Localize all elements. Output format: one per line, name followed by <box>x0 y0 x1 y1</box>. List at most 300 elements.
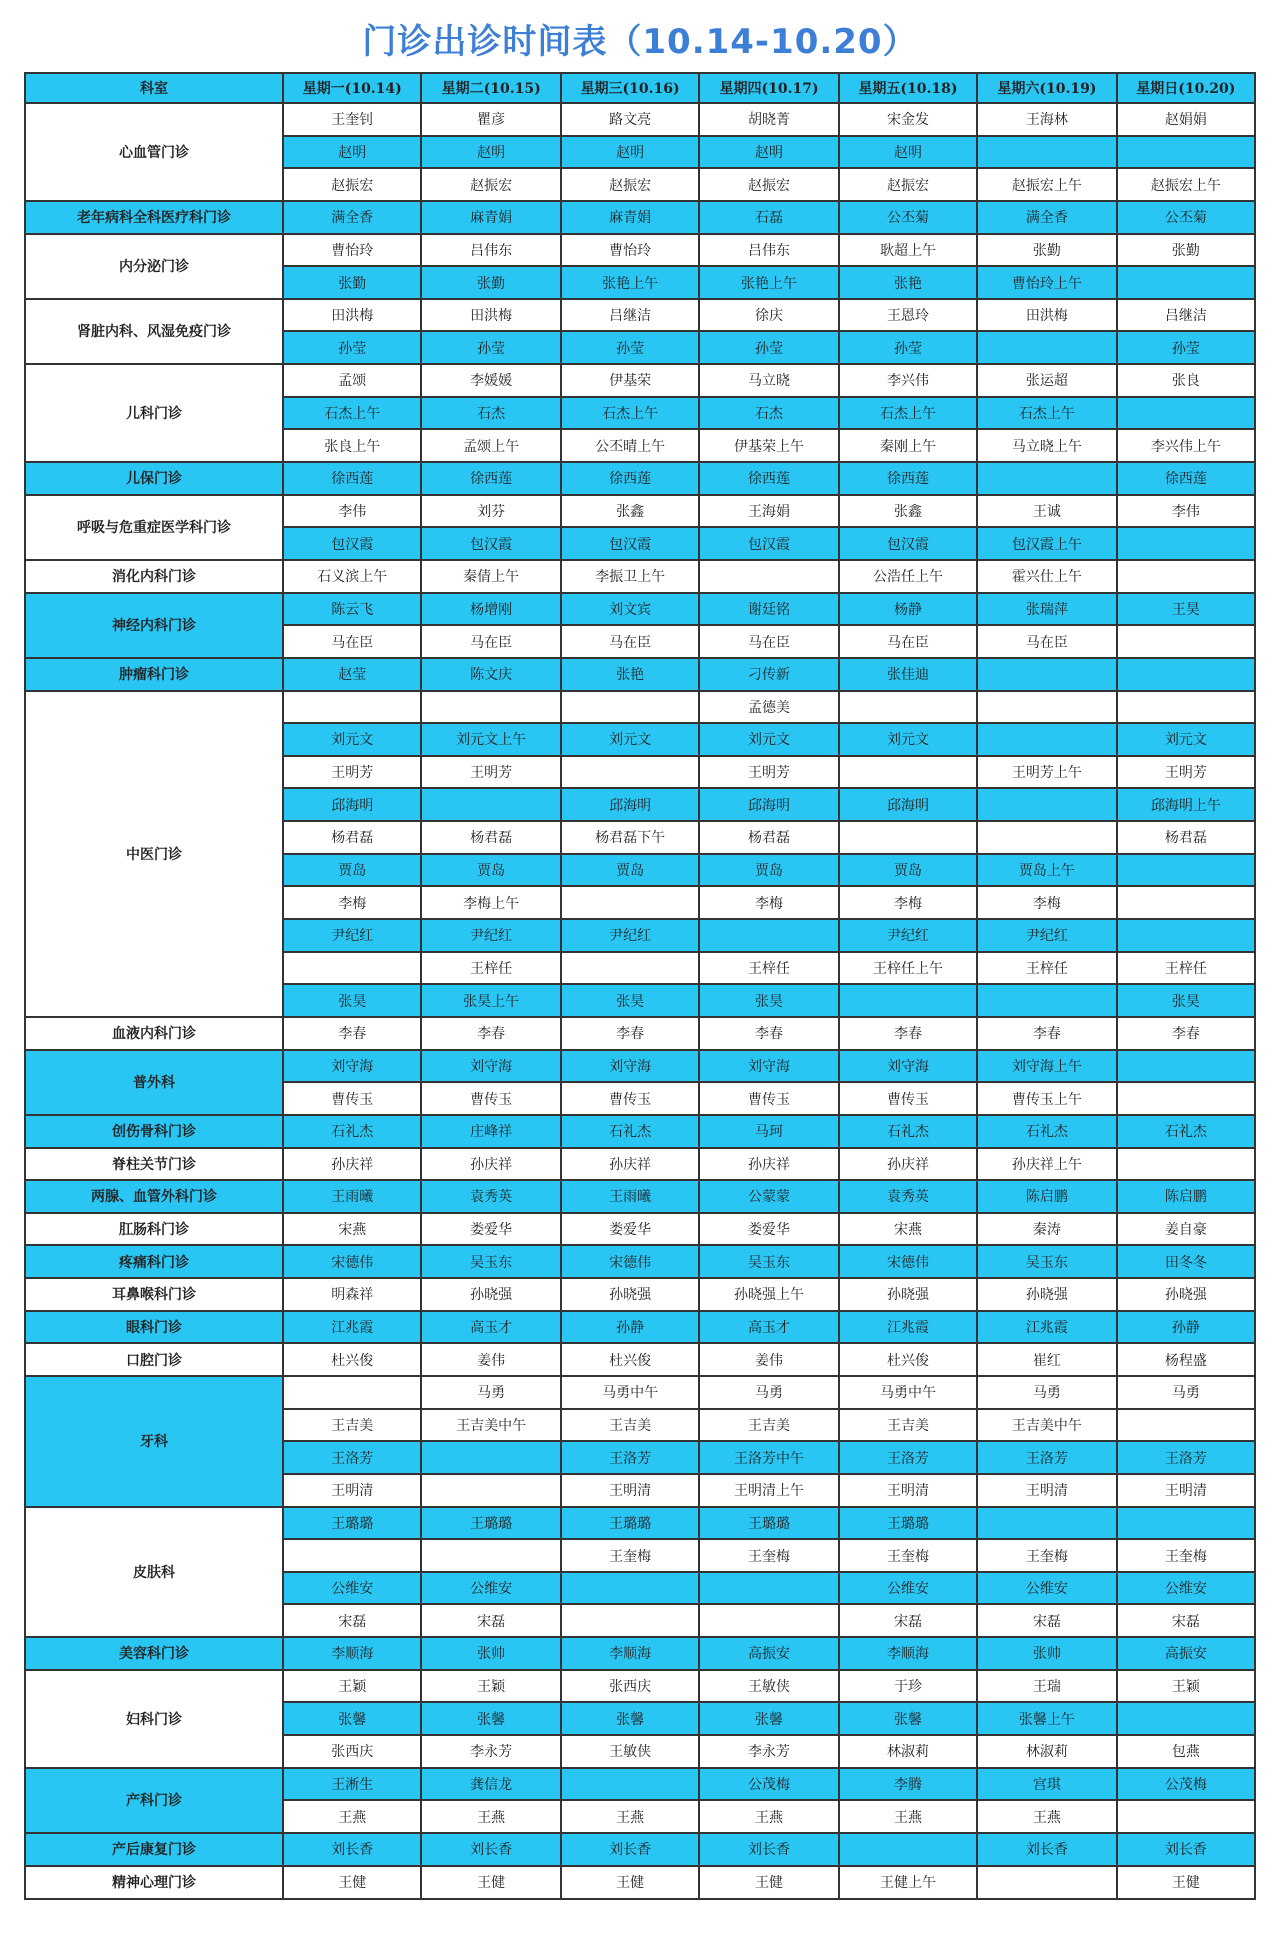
table-row <box>25 1311 1255 1344</box>
schedule-cell: 王健 <box>1117 1866 1255 1899</box>
schedule-cell: 曹传玉 <box>421 1082 561 1115</box>
schedule-cell: 孙晓强 <box>561 1278 699 1311</box>
department-name: 口腔门诊 <box>25 1343 283 1376</box>
schedule-body <box>25 103 1255 1899</box>
schedule-cell <box>1117 886 1255 919</box>
schedule-cell: 杨增刚 <box>421 593 561 626</box>
schedule-cell: 孙莹 <box>699 331 839 364</box>
schedule-cell: 赵振宏 <box>561 168 699 201</box>
schedule-cell: 杜兴俊 <box>839 1343 977 1376</box>
schedule-cell: 王颖 <box>283 1670 421 1703</box>
department-name: 消化内科门诊 <box>25 560 283 593</box>
schedule-cell: 贾岛 <box>699 854 839 887</box>
schedule-cell: 王洛芳中午 <box>699 1441 839 1474</box>
schedule-cell: 张艳 <box>839 266 977 299</box>
schedule-cell: 孙莹 <box>421 331 561 364</box>
schedule-cell: 张运超 <box>977 364 1117 397</box>
schedule-cell: 王燕 <box>977 1800 1117 1833</box>
department-name: 老年病科全科医疗科门诊 <box>25 201 283 234</box>
schedule-cell: 王健上午 <box>839 1866 977 1899</box>
department-name: 肛肠科门诊 <box>25 1213 283 1246</box>
schedule-cell: 李梅上午 <box>421 886 561 919</box>
schedule-cell: 吕伟东 <box>421 234 561 267</box>
schedule-cell <box>1117 919 1255 952</box>
schedule-cell: 贾岛 <box>283 854 421 887</box>
schedule-cell: 张馨 <box>699 1702 839 1735</box>
schedule-cell: 高玉才 <box>421 1311 561 1344</box>
schedule-cell: 王奎梅 <box>977 1539 1117 1572</box>
schedule-cell: 赵明 <box>699 136 839 169</box>
schedule-cell: 李顺海 <box>839 1637 977 1670</box>
schedule-cell: 秦涛 <box>977 1213 1117 1246</box>
schedule-cell: 包汉霞 <box>699 527 839 560</box>
schedule-cell <box>421 691 561 724</box>
schedule-cell: 王吉美 <box>283 1409 421 1442</box>
schedule-cell: 王雨曦 <box>283 1180 421 1213</box>
schedule-cell <box>1117 1148 1255 1181</box>
schedule-table <box>24 72 1256 1900</box>
schedule-cell: 曹怡玲 <box>283 234 421 267</box>
department-name: 皮肤科 <box>25 1507 283 1638</box>
schedule-cell: 崔红 <box>977 1343 1117 1376</box>
schedule-cell: 贾岛上午 <box>977 854 1117 887</box>
schedule-cell: 路文亮 <box>561 103 699 136</box>
schedule-cell: 宫琪 <box>977 1768 1117 1801</box>
schedule-cell: 孙静 <box>1117 1311 1255 1344</box>
schedule-cell: 杨君磊 <box>1117 821 1255 854</box>
schedule-cell <box>977 788 1117 821</box>
department-name: 儿保门诊 <box>25 462 283 495</box>
schedule-cell: 李兴伟 <box>839 364 977 397</box>
schedule-cell: 王奎梅 <box>699 1539 839 1572</box>
schedule-cell: 包汉霞 <box>283 527 421 560</box>
schedule-cell: 刘长香 <box>1117 1833 1255 1866</box>
schedule-cell: 王明芳 <box>421 756 561 789</box>
schedule-cell: 贾岛 <box>839 854 977 887</box>
schedule-cell: 张昊 <box>561 984 699 1017</box>
schedule-cell <box>839 756 977 789</box>
schedule-cell: 王明芳 <box>283 756 421 789</box>
schedule-cell: 林淑莉 <box>977 1735 1117 1768</box>
schedule-cell: 王洛芳 <box>1117 1441 1255 1474</box>
table-row <box>25 1213 1255 1246</box>
schedule-cell <box>977 658 1117 691</box>
schedule-cell: 刘元文 <box>561 723 699 756</box>
schedule-cell: 杜兴俊 <box>283 1343 421 1376</box>
schedule-cell: 公丕菊 <box>839 201 977 234</box>
schedule-cell: 王雨曦 <box>561 1180 699 1213</box>
schedule-cell: 李顺海 <box>283 1637 421 1670</box>
schedule-cell: 刘长香 <box>561 1833 699 1866</box>
department-name: 肿瘤科门诊 <box>25 658 283 691</box>
department-name: 神经内科门诊 <box>25 593 283 658</box>
schedule-cell: 王健 <box>561 1866 699 1899</box>
schedule-cell <box>1117 691 1255 724</box>
schedule-cell: 尹纪红 <box>561 919 699 952</box>
schedule-cell: 袁秀英 <box>839 1180 977 1213</box>
schedule-cell: 王梓任 <box>699 952 839 985</box>
schedule-cell: 王敏侠 <box>561 1735 699 1768</box>
schedule-cell: 宋燕 <box>839 1213 977 1246</box>
schedule-cell: 宋德伟 <box>561 1245 699 1278</box>
schedule-cell: 姜伟 <box>421 1343 561 1376</box>
schedule-cell: 贾岛 <box>421 854 561 887</box>
schedule-cell: 公茂梅 <box>699 1768 839 1801</box>
schedule-cell: 王璐璐 <box>839 1507 977 1540</box>
department-name: 普外科 <box>25 1050 283 1115</box>
schedule-cell: 王明芳上午 <box>977 756 1117 789</box>
department-name: 心血管门诊 <box>25 103 283 201</box>
schedule-cell: 龚信龙 <box>421 1768 561 1801</box>
header-row <box>25 73 1255 103</box>
schedule-cell: 孟颂 <box>283 364 421 397</box>
schedule-cell <box>561 756 699 789</box>
schedule-cell <box>839 691 977 724</box>
schedule-cell: 张昊 <box>1117 984 1255 1017</box>
schedule-cell <box>977 821 1117 854</box>
schedule-cell: 王燕 <box>421 1800 561 1833</box>
schedule-cell: 石杰上午 <box>839 397 977 430</box>
table-row <box>25 560 1255 593</box>
schedule-cell <box>699 1572 839 1605</box>
schedule-cell: 马立晓上午 <box>977 429 1117 462</box>
table-row <box>25 1180 1255 1213</box>
schedule-cell: 李腾 <box>839 1768 977 1801</box>
schedule-cell: 包汉霞 <box>421 527 561 560</box>
schedule-cell: 高振安 <box>699 1637 839 1670</box>
schedule-cell: 赵娟娟 <box>1117 103 1255 136</box>
schedule-cell <box>699 560 839 593</box>
schedule-cell: 王昊 <box>1117 593 1255 626</box>
schedule-cell: 王梓任上午 <box>839 952 977 985</box>
schedule-cell: 张馨 <box>421 1702 561 1735</box>
schedule-cell <box>1117 1507 1255 1540</box>
schedule-cell: 马勇中午 <box>561 1376 699 1409</box>
table-row <box>25 1017 1255 1050</box>
schedule-cell <box>1117 1409 1255 1442</box>
schedule-cell: 王洛芳 <box>977 1441 1117 1474</box>
schedule-cell: 张昊 <box>699 984 839 1017</box>
schedule-cell: 张馨 <box>561 1702 699 1735</box>
schedule-cell <box>421 1539 561 1572</box>
schedule-cell: 李永芳 <box>699 1735 839 1768</box>
schedule-cell: 秦倩上午 <box>421 560 561 593</box>
schedule-cell: 孙晓强 <box>421 1278 561 1311</box>
schedule-cell: 曹传玉 <box>283 1082 421 1115</box>
schedule-cell: 李梅 <box>839 886 977 919</box>
schedule-cell: 徐西莲 <box>561 462 699 495</box>
schedule-cell: 公维安 <box>977 1572 1117 1605</box>
schedule-cell: 包汉霞 <box>839 527 977 560</box>
schedule-cell: 满全香 <box>283 201 421 234</box>
schedule-cell: 杨君磊 <box>421 821 561 854</box>
schedule-cell <box>977 1507 1117 1540</box>
department-name: 创伤骨科门诊 <box>25 1115 283 1148</box>
schedule-cell: 刘长香 <box>699 1833 839 1866</box>
schedule-cell: 胡晓菁 <box>699 103 839 136</box>
schedule-cell: 公蒙蒙 <box>699 1180 839 1213</box>
schedule-cell: 张瑞萍 <box>977 593 1117 626</box>
schedule-cell: 刘守海 <box>561 1050 699 1083</box>
schedule-cell: 石礼杰 <box>1117 1115 1255 1148</box>
schedule-cell: 李春 <box>421 1017 561 1050</box>
schedule-cell: 刘守海 <box>699 1050 839 1083</box>
schedule-cell <box>561 1768 699 1801</box>
schedule-cell: 杨程盛 <box>1117 1343 1255 1376</box>
schedule-cell: 王吉美 <box>699 1409 839 1442</box>
schedule-cell: 刘守海 <box>421 1050 561 1083</box>
schedule-cell: 公维安 <box>283 1572 421 1605</box>
schedule-cell: 庄峰祥 <box>421 1115 561 1148</box>
schedule-cell: 田冬冬 <box>1117 1245 1255 1278</box>
schedule-cell: 赵振宏上午 <box>1117 168 1255 201</box>
schedule-cell: 陈云飞 <box>283 593 421 626</box>
schedule-cell: 李媛媛 <box>421 364 561 397</box>
schedule-cell: 高玉才 <box>699 1311 839 1344</box>
schedule-cell: 王梓任 <box>977 952 1117 985</box>
schedule-cell: 赵明 <box>561 136 699 169</box>
schedule-cell: 马在臣 <box>561 625 699 658</box>
schedule-cell <box>283 952 421 985</box>
schedule-cell <box>1117 1050 1255 1083</box>
schedule-cell: 马在臣 <box>977 625 1117 658</box>
schedule-cell: 刁传新 <box>699 658 839 691</box>
schedule-cell <box>1117 266 1255 299</box>
schedule-cell: 宋燕 <box>283 1213 421 1246</box>
schedule-cell: 徐西莲 <box>283 462 421 495</box>
schedule-cell <box>839 984 977 1017</box>
schedule-cell: 江兆霞 <box>283 1311 421 1344</box>
schedule-cell: 石礼杰 <box>977 1115 1117 1148</box>
schedule-cell: 石义滨上午 <box>283 560 421 593</box>
schedule-cell: 李春 <box>977 1017 1117 1050</box>
table-row <box>25 1050 1255 1083</box>
schedule-cell <box>1117 854 1255 887</box>
schedule-cell: 公维安 <box>421 1572 561 1605</box>
schedule-cell <box>283 691 421 724</box>
department-name: 产后康复门诊 <box>25 1833 283 1866</box>
table-row <box>25 1833 1255 1866</box>
schedule-cell: 张勤 <box>1117 234 1255 267</box>
schedule-cell: 赵莹 <box>283 658 421 691</box>
schedule-cell: 娄爱华 <box>561 1213 699 1246</box>
schedule-cell: 杜兴俊 <box>561 1343 699 1376</box>
schedule-cell: 林淑莉 <box>839 1735 977 1768</box>
schedule-cell: 孙莹 <box>839 331 977 364</box>
table-row <box>25 1507 1255 1540</box>
schedule-cell: 王燕 <box>283 1800 421 1833</box>
schedule-cell <box>1117 625 1255 658</box>
department-name: 耳鼻喉科门诊 <box>25 1278 283 1311</box>
schedule-cell: 公茂梅 <box>1117 1768 1255 1801</box>
schedule-cell: 马勇 <box>421 1376 561 1409</box>
schedule-cell: 张西庆 <box>283 1735 421 1768</box>
schedule-cell: 张鑫 <box>561 495 699 528</box>
schedule-cell: 张良上午 <box>283 429 421 462</box>
schedule-cell: 李春 <box>1117 1017 1255 1050</box>
schedule-cell: 张勤 <box>977 234 1117 267</box>
schedule-cell: 明森祥 <box>283 1278 421 1311</box>
schedule-cell <box>1117 527 1255 560</box>
department-name: 儿科门诊 <box>25 364 283 462</box>
schedule-cell: 高振安 <box>1117 1637 1255 1670</box>
department-name: 呼吸与危重症医学科门诊 <box>25 495 283 560</box>
department-name: 眼科门诊 <box>25 1311 283 1344</box>
schedule-cell: 孙庆祥 <box>839 1148 977 1181</box>
table-row <box>25 1637 1255 1670</box>
schedule-cell: 公维安 <box>1117 1572 1255 1605</box>
schedule-cell: 邱海明上午 <box>1117 788 1255 821</box>
schedule-cell: 杨君磊下午 <box>561 821 699 854</box>
schedule-cell: 王明清 <box>839 1474 977 1507</box>
schedule-cell: 田洪梅 <box>421 299 561 332</box>
department-name: 内分泌门诊 <box>25 234 283 299</box>
schedule-cell: 王明清 <box>561 1474 699 1507</box>
schedule-cell: 孙庆祥 <box>561 1148 699 1181</box>
schedule-cell: 吴玉东 <box>977 1245 1117 1278</box>
column-header: 星期日(10.20) <box>1117 73 1255 103</box>
schedule-cell: 王奎梅 <box>1117 1539 1255 1572</box>
schedule-cell: 王海林 <box>977 103 1117 136</box>
schedule-cell <box>977 691 1117 724</box>
schedule-cell: 赵振宏 <box>699 168 839 201</box>
schedule-cell: 王明芳 <box>1117 756 1255 789</box>
schedule-cell <box>1117 397 1255 430</box>
schedule-cell: 霍兴仕上午 <box>977 560 1117 593</box>
schedule-cell: 赵振宏 <box>283 168 421 201</box>
schedule-cell: 张艳上午 <box>699 266 839 299</box>
schedule-cell <box>699 1604 839 1637</box>
schedule-cell: 王明清 <box>1117 1474 1255 1507</box>
table-row <box>25 201 1255 234</box>
schedule-cell: 王梓任 <box>1117 952 1255 985</box>
schedule-cell: 张帅 <box>977 1637 1117 1670</box>
schedule-cell: 马在臣 <box>839 625 977 658</box>
schedule-cell: 李顺海 <box>561 1637 699 1670</box>
schedule-cell: 耿超上午 <box>839 234 977 267</box>
schedule-cell: 王燕 <box>561 1800 699 1833</box>
schedule-cell: 石杰上午 <box>561 397 699 430</box>
schedule-cell: 吕伟东 <box>699 234 839 267</box>
table-row <box>25 299 1255 332</box>
schedule-cell: 陈文庆 <box>421 658 561 691</box>
schedule-cell: 赵明 <box>839 136 977 169</box>
schedule-cell: 贾岛 <box>561 854 699 887</box>
schedule-cell: 宋磊 <box>283 1604 421 1637</box>
schedule-cell: 王吉美中午 <box>421 1409 561 1442</box>
schedule-cell <box>977 984 1117 1017</box>
schedule-cell: 赵明 <box>283 136 421 169</box>
schedule-cell: 王健 <box>283 1866 421 1899</box>
schedule-cell: 宋磊 <box>1117 1604 1255 1637</box>
schedule-cell: 赵振宏上午 <box>977 168 1117 201</box>
schedule-cell: 伊基荣上午 <box>699 429 839 462</box>
schedule-cell: 赵明 <box>421 136 561 169</box>
column-header: 星期五(10.18) <box>839 73 977 103</box>
schedule-cell: 徐庆 <box>699 299 839 332</box>
schedule-cell: 麻青娟 <box>561 201 699 234</box>
department-name: 疼痛科门诊 <box>25 1245 283 1278</box>
schedule-cell: 公浩任上午 <box>839 560 977 593</box>
schedule-cell: 王璐璐 <box>561 1507 699 1540</box>
schedule-cell: 李伟 <box>1117 495 1255 528</box>
schedule-cell: 张帅 <box>421 1637 561 1670</box>
department-name: 中医门诊 <box>25 691 283 1017</box>
schedule-cell: 孙晓强上午 <box>699 1278 839 1311</box>
schedule-cell: 张艳上午 <box>561 266 699 299</box>
schedule-cell: 徐西莲 <box>839 462 977 495</box>
schedule-cell: 石礼杰 <box>839 1115 977 1148</box>
schedule-cell: 秦刚上午 <box>839 429 977 462</box>
schedule-cell <box>1117 658 1255 691</box>
schedule-cell: 公维安 <box>839 1572 977 1605</box>
schedule-cell: 王健 <box>699 1866 839 1899</box>
schedule-cell: 邱海明 <box>561 788 699 821</box>
table-row <box>25 658 1255 691</box>
column-header: 星期四(10.17) <box>699 73 839 103</box>
schedule-cell: 马珂 <box>699 1115 839 1148</box>
schedule-cell: 孙莹 <box>283 331 421 364</box>
schedule-cell: 李梅 <box>283 886 421 919</box>
schedule-cell: 邱海明 <box>699 788 839 821</box>
schedule-cell: 刘元文 <box>839 723 977 756</box>
schedule-cell <box>421 1441 561 1474</box>
schedule-cell <box>977 462 1117 495</box>
schedule-cell: 曹怡玲上午 <box>977 266 1117 299</box>
schedule-cell: 包燕 <box>1117 1735 1255 1768</box>
schedule-cell <box>977 723 1117 756</box>
table-row <box>25 364 1255 397</box>
schedule-cell: 赵振宏 <box>839 168 977 201</box>
table-row <box>25 1768 1255 1801</box>
schedule-cell: 王颖 <box>421 1670 561 1703</box>
schedule-cell: 满全香 <box>977 201 1117 234</box>
schedule-cell: 王瑞 <box>977 1670 1117 1703</box>
schedule-cell: 张勤 <box>421 266 561 299</box>
schedule-cell: 尹纪红 <box>977 919 1117 952</box>
schedule-cell: 曹传玉 <box>561 1082 699 1115</box>
schedule-cell: 张艳 <box>561 658 699 691</box>
schedule-cell: 吴玉东 <box>421 1245 561 1278</box>
schedule-cell: 杨静 <box>839 593 977 626</box>
schedule-cell: 孙莹 <box>1117 331 1255 364</box>
schedule-cell: 马勇 <box>1117 1376 1255 1409</box>
schedule-cell: 王璐璐 <box>699 1507 839 1540</box>
schedule-cell: 杨君磊 <box>699 821 839 854</box>
schedule-cell: 李梅 <box>699 886 839 919</box>
department-name: 牙科 <box>25 1376 283 1507</box>
schedule-cell <box>561 1572 699 1605</box>
schedule-cell: 李春 <box>839 1017 977 1050</box>
department-name: 精神心理门诊 <box>25 1866 283 1899</box>
column-header: 星期三(10.16) <box>561 73 699 103</box>
schedule-cell: 刘守海 <box>283 1050 421 1083</box>
schedule-cell: 李兴伟上午 <box>1117 429 1255 462</box>
schedule-cell: 孟颂上午 <box>421 429 561 462</box>
schedule-cell: 马在臣 <box>421 625 561 658</box>
schedule-cell <box>1117 1082 1255 1115</box>
schedule-cell: 王明清上午 <box>699 1474 839 1507</box>
schedule-cell: 张鑫 <box>839 495 977 528</box>
schedule-cell: 张良 <box>1117 364 1255 397</box>
schedule-cell <box>977 136 1117 169</box>
schedule-cell: 张昊上午 <box>421 984 561 1017</box>
schedule-cell: 张馨 <box>839 1702 977 1735</box>
schedule-cell: 马立晓 <box>699 364 839 397</box>
schedule-cell <box>421 788 561 821</box>
schedule-cell: 伊基荣 <box>561 364 699 397</box>
schedule-cell: 尹纪红 <box>421 919 561 952</box>
